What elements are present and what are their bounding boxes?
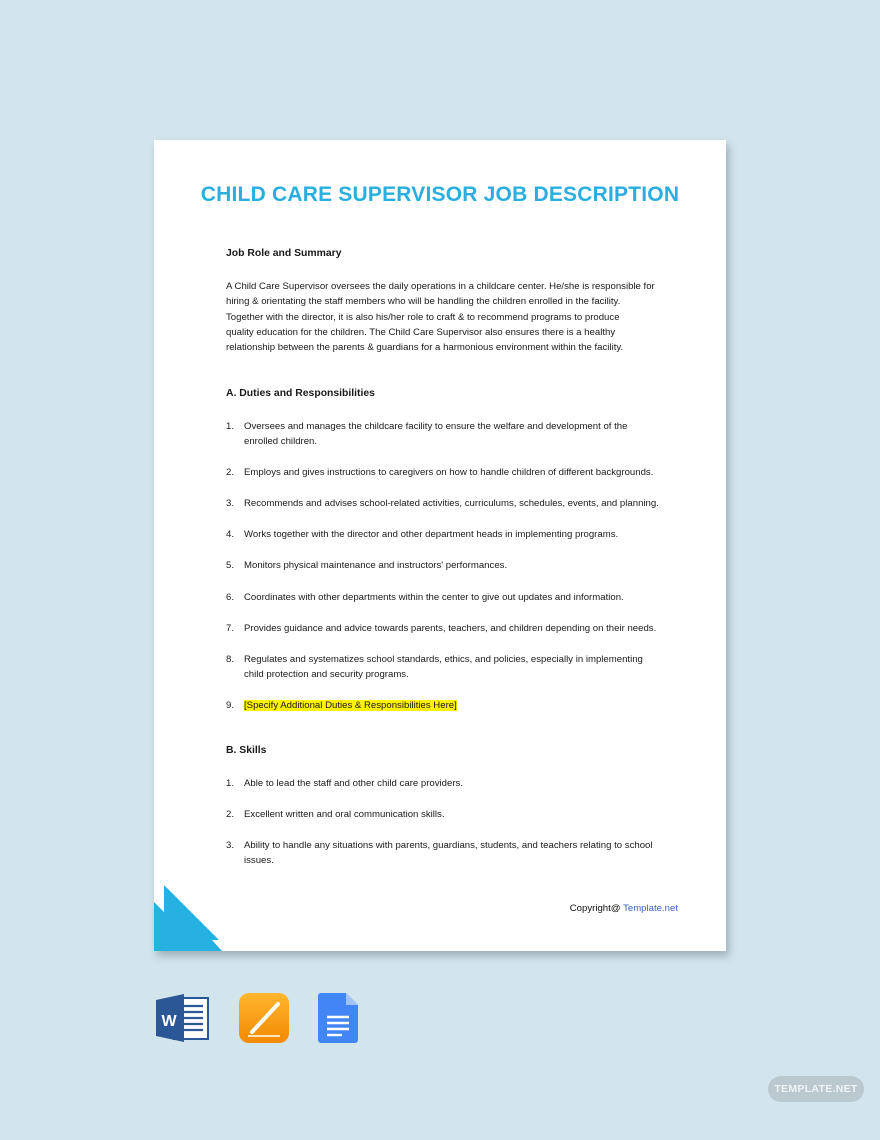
list-number: 4. — [226, 529, 235, 540]
summary-heading: Job Role and Summary — [226, 248, 342, 259]
duty-text: Coordinates with other departments within the center to give out updates and information. — [244, 592, 624, 603]
skill-text: Ability to handle any situations with parents, guardians, students, and teachers relating to school — [244, 840, 653, 851]
skill-text: issues. — [244, 855, 274, 867]
duty-text: Regulates and systematizes school standards, ethics, and policies, especially in implementing — [244, 654, 643, 665]
duty-text: Oversees and manages the childcare facility to ensure the welfare and development of the — [244, 421, 628, 432]
skills-heading: B. Skills — [226, 745, 267, 756]
corner-triangle-decoration — [154, 885, 226, 951]
list-number: 8. — [226, 654, 235, 665]
duty-text: Recommends and advises school-related activities, curriculums, schedules, events, and planning. — [244, 498, 659, 509]
document-title: CHILD CARE SUPERVISOR JOB DESCRIPTION — [200, 183, 680, 206]
copyright — [570, 903, 678, 914]
duty-text: enrolled children. — [244, 436, 318, 448]
list-number: 2. — [226, 467, 235, 478]
summary-paragraph — [226, 279, 686, 355]
skill-text: Excellent written and oral communication skills. — [244, 809, 445, 820]
copyright-label: Copyright@ — [569, 903, 621, 914]
list-number: 3. — [226, 498, 235, 509]
summary-line: Together with the director, it is also his/her role to craft & to recommend programs to produce — [226, 311, 620, 323]
google-docs-icon[interactable] — [317, 992, 359, 1044]
pages-icon[interactable] — [238, 992, 290, 1044]
list-number: 5. — [226, 560, 235, 571]
placeholder-highlight[interactable]: [Specify Additional Duties & Responsibilities Here] — [244, 700, 457, 711]
duty-text: Works together with the director and other department heads in implementing programs. — [244, 529, 619, 540]
duties-heading: A. Duties and Responsibilities — [226, 388, 375, 399]
list-number: 6. — [226, 592, 235, 603]
list-number: 1. — [226, 778, 235, 789]
skill-text: Able to lead the staff and other child care providers. — [244, 778, 464, 789]
duty-text: Monitors physical maintenance and instructors' performances. — [244, 560, 508, 571]
summary-line: A Child Care Supervisor oversees the daily operations in a childcare center. He/she is responsible for — [226, 281, 655, 292]
summary-line: relationship between the parents & guardians for a harmonious environment within the facility. — [226, 342, 624, 354]
duty-text: Employs and gives instructions to caregivers on how to handle children of different backgrounds. — [244, 467, 654, 478]
list-number: 1. — [226, 421, 235, 432]
list-number: 2. — [226, 809, 235, 820]
watermark-badge: TEMPLATE.NET — [768, 1076, 864, 1102]
duty-text: child protection and security programs. — [244, 669, 409, 681]
duty-text: Provides guidance and advice towards parents, teachers, and children depending on their needs. — [244, 623, 657, 634]
summary-line: quality education for the children. The Child Care Supervisor also ensures there is a healthy — [226, 326, 616, 338]
summary-line: hiring & orientating the staff members who will be handling the children enrolled in the facility. — [226, 296, 621, 308]
svg-text:W: W — [161, 1013, 177, 1030]
list-number: 9. — [226, 700, 235, 711]
list-number: 3. — [226, 840, 235, 851]
document-page — [154, 140, 726, 951]
list-number: 7. — [226, 623, 235, 634]
word-icon[interactable] — [156, 993, 210, 1043]
copyright-link[interactable]: Template.net — [623, 903, 678, 914]
